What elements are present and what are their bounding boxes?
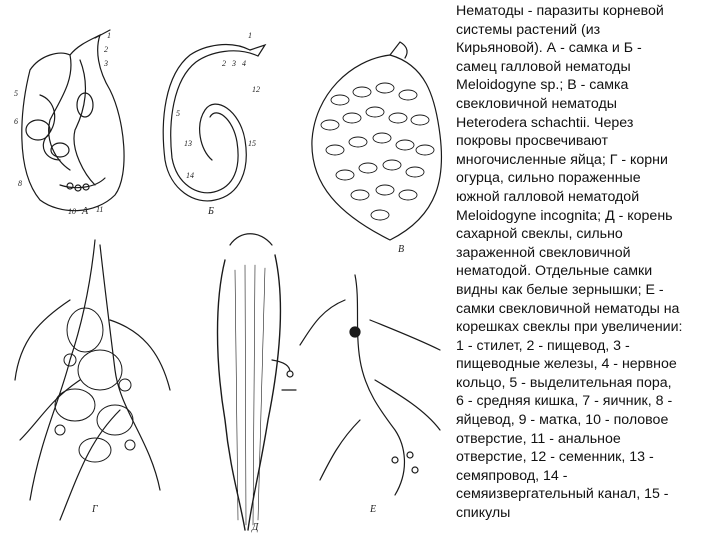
label-b-2: 2 [222, 59, 226, 68]
panel-label-g: Г [92, 504, 98, 515]
panel-d-root-texture [235, 265, 265, 525]
panel-label-b: Б [208, 206, 214, 217]
label-a-11: 11 [96, 205, 104, 214]
label-b-15: 15 [248, 139, 256, 148]
label-a-8: 8 [18, 179, 22, 188]
label-b-1: 1 [248, 31, 252, 40]
label-a-5: 5 [14, 89, 18, 98]
panel-label-v: В [398, 244, 405, 255]
label-a-10: 10 [68, 207, 76, 216]
panel-d-beet-root [218, 234, 297, 530]
label-b-13: 13 [184, 139, 192, 148]
label-b-12: 12 [252, 85, 260, 94]
panel-a-female-nematode [22, 30, 124, 211]
label-a-6: 6 [14, 117, 18, 126]
label-a-2: 2 [104, 45, 108, 54]
panel-label-e: Е [370, 504, 377, 515]
panel-g-cucumber-roots [15, 240, 170, 520]
label-a-1: 1 [107, 31, 111, 40]
panel-label-d: Д [252, 522, 259, 533]
label-b-3: 3 [232, 59, 236, 68]
figure-caption: Нематоды - паразиты корневой системы растений (из Кирьяновой). А - самка и Б - самец галловой нематоды Meloidogyne sp.; В - самка свекловичной нематоды Heterodera schachtii. Через покровы просвечивают многочисленные яйца; Г - корни огурца, сильно пораженные южной галловой нематодой Meloidogyne incognita; Д - корень сахарной свеклы, сильно зараженной свекловичной нематодой. Отдельные самки видны как белые зернышки; Е - самки свекловичной нематоды на корешках свеклы при увеличении: 1 - стилет, 2 - пищевод, 3 - пищеводные железы, 4 - нервное кольцо, 5 - выделительная пора, 6 - средняя кишка, 7 - яичник, 8 - яйцевод, 9 - матка, 10 - половое отверстие, 11 - анальное отверстие, 12 - семенник, 13 - семяпровод, 14 - семяизвергательный канал, 15 - спикулы [456, 3, 683, 522]
panel-label-a: А [82, 206, 89, 217]
panel-b-male-nematode [163, 45, 265, 201]
label-b-4: 4 [242, 59, 246, 68]
label-b-5: 5 [176, 109, 180, 118]
label-a-3: 3 [104, 59, 108, 68]
label-b-14: 14 [186, 171, 194, 180]
panel-e-beet-rootlets [300, 275, 440, 495]
panel-v-female-cyst [312, 42, 442, 240]
